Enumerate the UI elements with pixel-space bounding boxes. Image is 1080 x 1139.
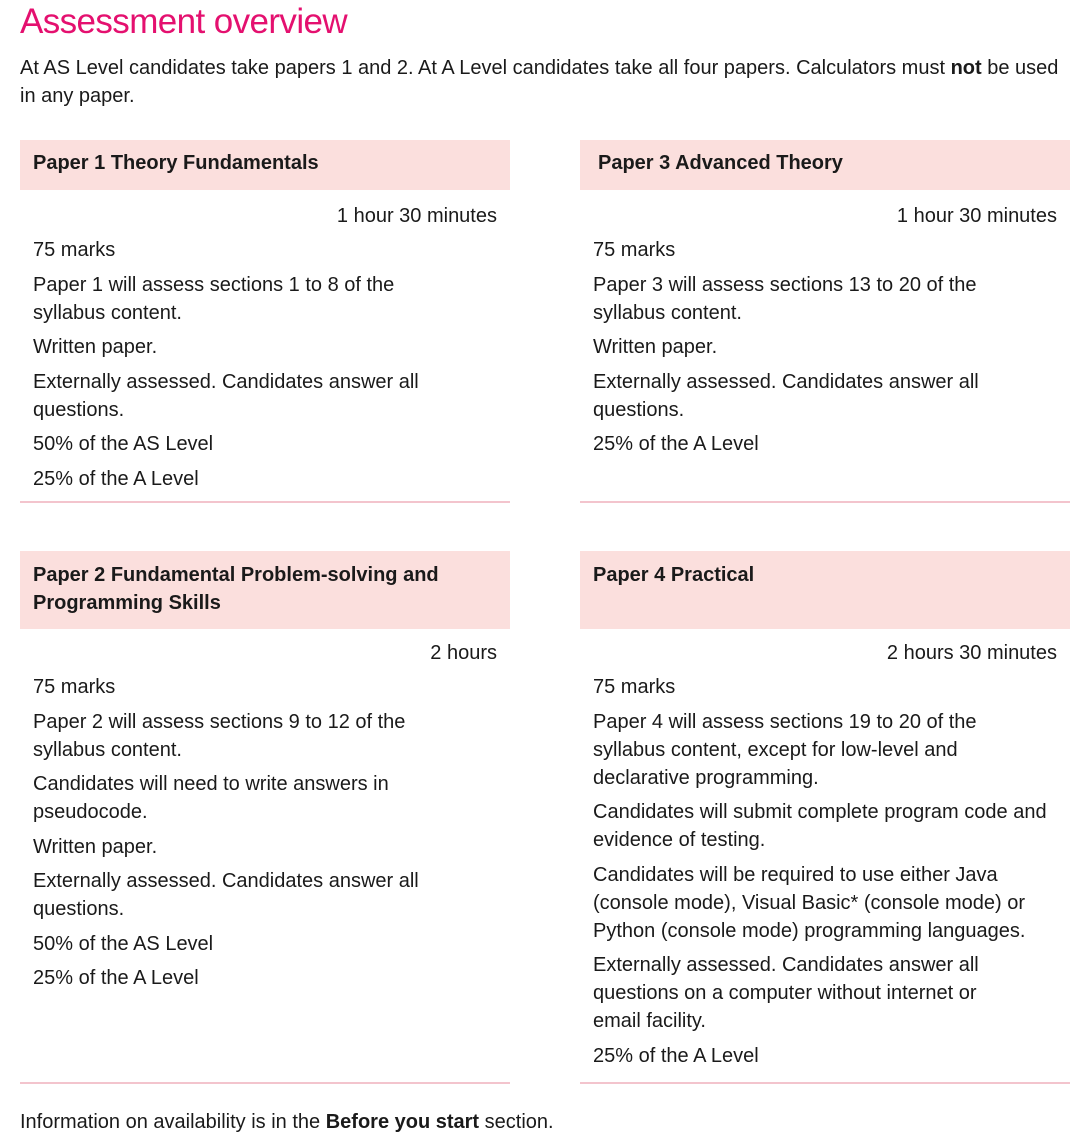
paper-2-heading: Paper 2 Fundamental Problem-solving and Programming Skills [20, 551, 510, 629]
before-you-start-reference: Before you start [325, 1111, 480, 1133]
paper-3-marks: 75 marks [593, 239, 676, 261]
paper-1-divider [20, 501, 510, 503]
paper-4-languages: Candidates will be required to use either Java (console mode), Visual Basic* (console mode) or Python (console mode) programming languages. [593, 863, 1026, 942]
paper-2-sections: Paper 2 will assess sections 9 to 12 of the syllabus content. [33, 710, 406, 761]
paper-2-pseudocode: Candidates will need to write answers in pseudocode. [33, 773, 389, 823]
paper-2-duration: 2 hours [430, 642, 497, 664]
paper-3-heading: Paper 3 Advanced Theory [580, 140, 1070, 190]
availability-text-end: section. [479, 1111, 554, 1133]
paper-2-a-weight: 25% of the A Level [33, 967, 199, 989]
paper-3-duration: 1 hour 30 minutes [896, 205, 1057, 227]
paper-4-a-weight: 25% of the A Level [593, 1044, 759, 1067]
paper-1-card [20, 140, 510, 499]
intro-text-start: At AS Level candidates take papers 1 and 2. At A Level candidates take all four papers. Calculators must [20, 57, 951, 79]
paper-1-as-weight: 50% of the AS Level [33, 433, 214, 455]
paper-4-assessment: Externally assessed. Candidates answer all questions on a computer without internet or email facility. [593, 954, 979, 1032]
paper-2-marks: 75 marks [33, 676, 116, 698]
paper-3-assessment: Externally assessed. Candidates answer all questions. [593, 370, 979, 421]
paper-1-marks: 75 marks [33, 239, 116, 261]
paper-3-sections: Paper 3 will assess sections 13 to 20 of the syllabus content. [593, 273, 977, 324]
page-title: Assessment overview [20, 2, 348, 41]
paper-2-format: Written paper. [33, 835, 158, 858]
paper-4-sections: Paper 4 will assess sections 19 to 20 of the syllabus content, except for low-level and declarative programming. [593, 710, 977, 789]
availability-text-start: Information on availability is in the [20, 1111, 326, 1133]
paper-3-format: Written paper. [593, 336, 718, 358]
paper-2-assessment: Externally assessed. Candidates answer all questions. [33, 870, 419, 920]
paper-2-as-weight: 50% of the AS Level [33, 932, 214, 955]
paper-4-duration: 2 hours 30 minutes [886, 642, 1057, 664]
paper-1-heading: Paper 1 Theory Fundamentals [20, 140, 510, 190]
paper-1-a-weight: 25% of the A Level [33, 467, 199, 490]
paper-1-assessment: Externally assessed. Candidates answer all questions. [33, 370, 419, 421]
paper-1-format: Written paper. [33, 336, 158, 358]
paper-2-card [20, 551, 510, 999]
paper-3-card [580, 140, 1070, 465]
paper-4-submission: Candidates will submit complete program code and evidence of testing. [593, 801, 1047, 851]
intro-text-end: be used in any paper. [20, 57, 1059, 107]
intro-paragraph [20, 54, 1060, 110]
intro-emphasis: not [950, 57, 982, 79]
paper-3-divider [580, 501, 1070, 503]
paper-4-marks: 75 marks [593, 676, 676, 698]
paper-4-card [580, 551, 1070, 1076]
paper-4-divider [580, 1082, 1070, 1084]
availability-note [20, 1108, 554, 1136]
paper-4-heading: Paper 4 Practical [580, 551, 1070, 629]
paper-1-duration: 1 hour 30 minutes [336, 205, 497, 227]
paper-1-sections: Paper 1 will assess sections 1 to 8 of the syllabus content. [33, 273, 395, 324]
paper-3-a-weight: 25% of the A Level [593, 433, 759, 455]
paper-2-divider [20, 1082, 510, 1084]
